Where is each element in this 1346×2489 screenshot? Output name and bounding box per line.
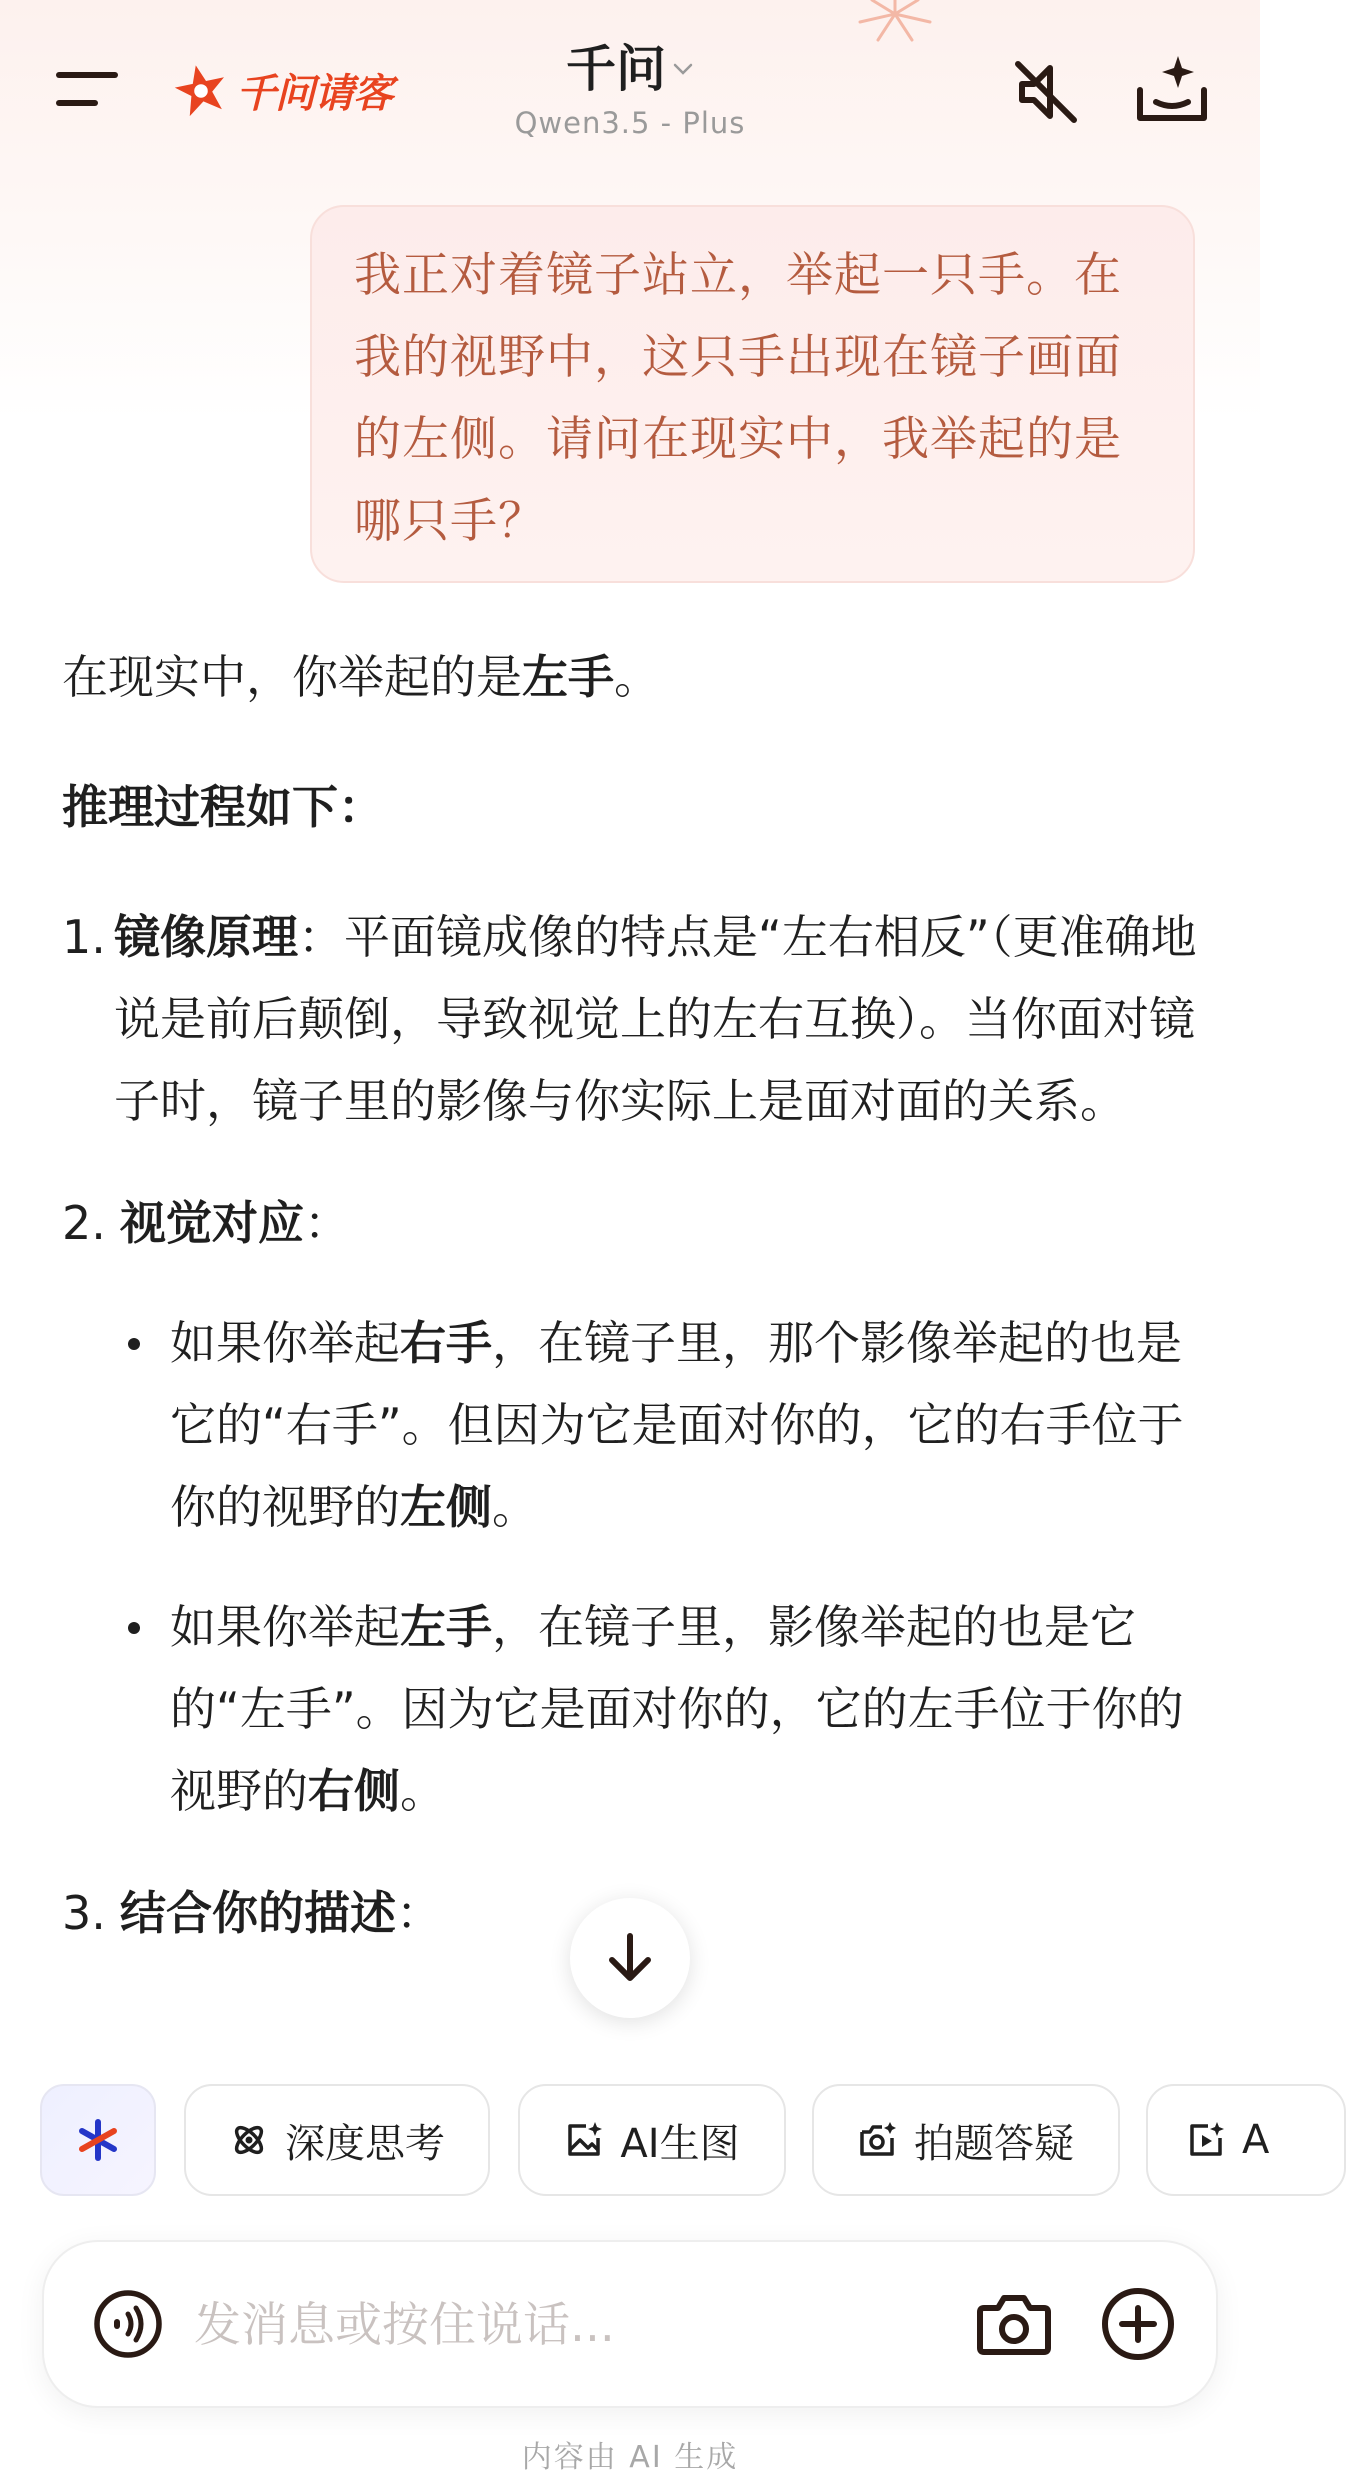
- share-sparkle-icon: [1132, 52, 1212, 128]
- voice-wave-icon: [92, 2288, 164, 2360]
- ai-disclaimer: 内容由 AI 生成: [521, 2440, 739, 2475]
- camera-icon: [974, 2286, 1054, 2362]
- share-button[interactable]: [1132, 52, 1212, 128]
- voice-input-button[interactable]: [92, 2288, 164, 2360]
- atom-icon: [229, 2120, 269, 2160]
- image-sparkle-icon: [564, 2120, 604, 2160]
- brand-name: 千问请客: [236, 69, 392, 117]
- list-item: 3. 结合你的描述：: [62, 1886, 442, 1940]
- menu-line-icon: [56, 100, 98, 106]
- scroll-to-bottom-button[interactable]: [570, 1898, 690, 2018]
- menu-button[interactable]: [56, 66, 122, 110]
- ai-image-button[interactable]: AI生图: [518, 2084, 786, 2196]
- list-item: 2. 视觉对应： 如果你举起右手，在镜子里，那个影像举起的也是它的“右手”。但因为它是面对你的，它的右手位于你的视野的左侧。 如果你举起左手，在镜子里，影像举起的也是它的“左手”。因为它是面对你的，它的左手位于你的视野的右侧。: [62, 1182, 1212, 1832]
- mute-button[interactable]: [1010, 56, 1082, 128]
- assistant-answer: [62, 636, 1212, 1954]
- photo-question-button[interactable]: 拍题答疑: [812, 2084, 1120, 2196]
- video-sparkle-icon: [1186, 2120, 1226, 2160]
- star-logo-icon: [172, 61, 230, 119]
- model-name: Qwen3.5 - Plus: [514, 106, 746, 140]
- camera-sparkle-icon: [858, 2120, 898, 2160]
- quick-actions-menu-button[interactable]: [40, 2084, 156, 2196]
- top-bar: [0, 0, 1260, 180]
- answer-heading: 推理过程如下：: [62, 780, 384, 834]
- user-message-bubble: 我正对着镜子站立，举起一只手。在我的视野中，这只手出现在镜子画面的左侧。请问在现实中，我举起的是哪只手？: [310, 205, 1195, 583]
- list-item: 1. 镜像原理：平面镜成像的特点是“左右相反”（更准确地说是前后颠倒，导致视觉上的左右互换）。当你面对镜子时，镜子里的影像与你实际上是面对面的关系。: [62, 910, 1197, 1128]
- page-title: 千问: [480, 34, 780, 104]
- sparkle-asterisk-icon: [76, 2118, 120, 2162]
- message-input[interactable]: [194, 2282, 954, 2368]
- speaker-muted-icon: [1010, 56, 1082, 128]
- camera-button[interactable]: [974, 2286, 1054, 2362]
- quick-actions-bar: [0, 2084, 1270, 2200]
- deep-thinking-button[interactable]: 深度思考: [184, 2084, 490, 2196]
- add-attachment-button[interactable]: [1098, 2284, 1178, 2364]
- bullet-item: 如果你举起左手，在镜子里，影像举起的也是它的“左手”。因为它是面对你的，它的左手位于你的视野的右侧。: [62, 1586, 1212, 1832]
- model-switcher[interactable]: [480, 34, 780, 140]
- message-composer: [42, 2240, 1218, 2408]
- brand-logo[interactable]: [172, 58, 404, 122]
- menu-line-icon: [56, 72, 118, 78]
- answer-intro: 在现实中，你举起的是左手。: [62, 650, 660, 704]
- bullet-item: 如果你举起右手，在镜子里，那个影像举起的也是它的“右手”。但因为它是面对你的，它的右手位于你的视野的左侧。: [62, 1302, 1212, 1548]
- arrow-down-icon: [606, 1932, 654, 1984]
- chevron-down-icon: [672, 62, 694, 76]
- plus-circle-icon: [1098, 2284, 1178, 2364]
- ai-video-button[interactable]: A: [1146, 2084, 1346, 2196]
